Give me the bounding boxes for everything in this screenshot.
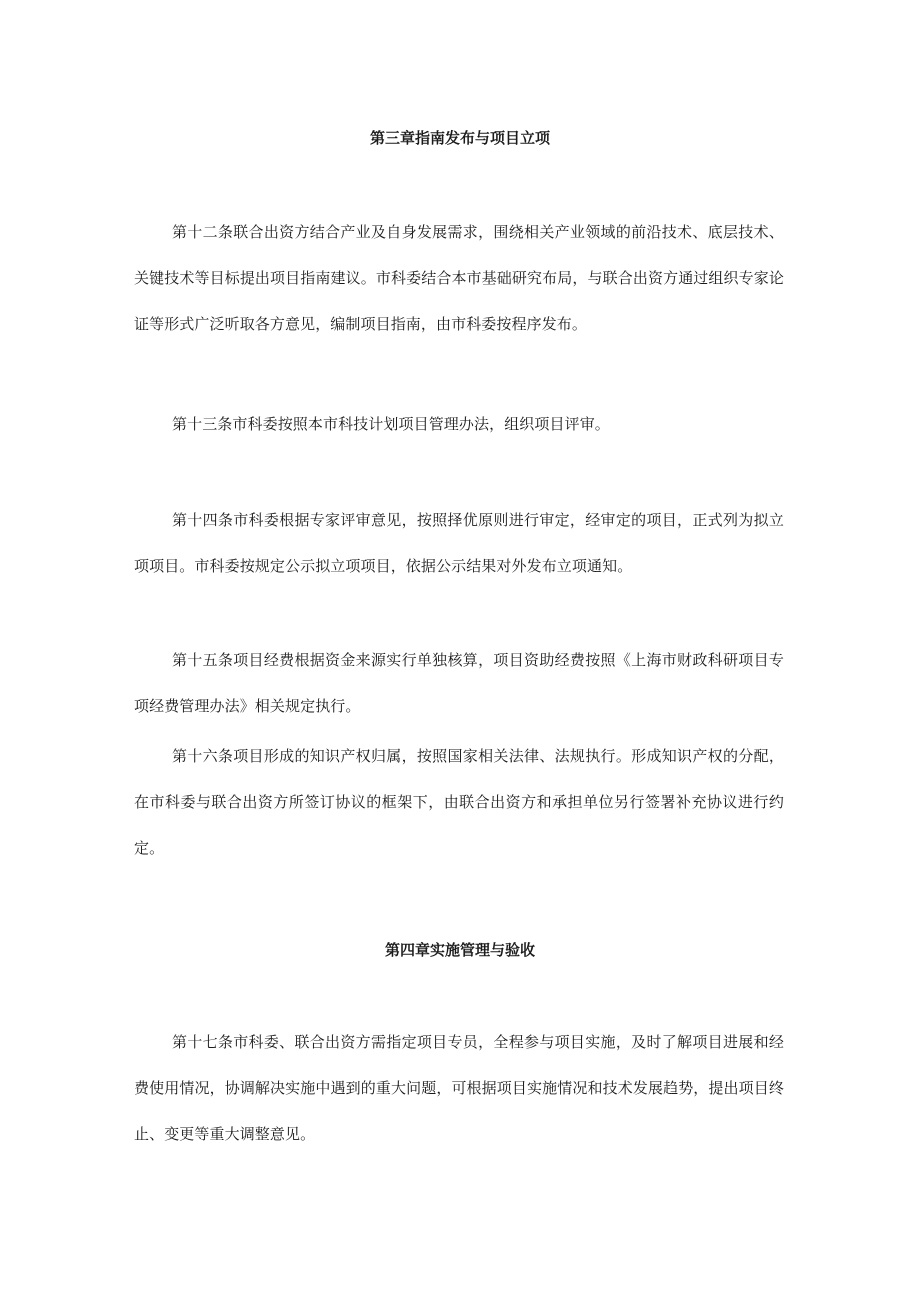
article-14: 第十四条市科委根据专家评审意见，按照择优原则进行审定，经审定的项目，正式列为拟立项项目。市科委按规定公示拟立项项目，依据公示结果对外发布立项通知。 [134, 511, 784, 575]
article-13: 第十三条市科委按照本市科技计划项目管理办法，组织项目评审。 [172, 415, 610, 433]
article-15: 第十五条项目经费根据资金来源实行单独核算，项目资助经费按照《上海市财政科研项目专项经费管理办法》相关规定执行。 [134, 651, 784, 715]
article-12: 第十二条联合出资方结合产业及自身发展需求，围绕相关产业领域的前沿技术、底层技术、关键技术等目标提出项目指南建议。市科委结合本市基础研究布局，与联合出资方通过组织专家论证等形式广泛听取各方意见，编制项目指南，由市科委按程序发布。 [134, 223, 784, 333]
article-16: 第十六条项目形成的知识产权归属，按照国家相关法律、法规执行。形成知识产权的分配，在市科委与联合出资方所签订协议的框架下，由联合出资方和承担单位另行签署补充协议进行约定。 [134, 747, 784, 857]
chapter-4-title: 第四章实施管理与验收 [384, 941, 535, 959]
chapter-3-title: 第三章指南发布与项目立项 [369, 129, 550, 147]
article-17: 第十七条市科委、联合出资方需指定项目专员，全程参与项目实施，及时了解项目进展和经费使用情况，协调解决实施中遇到的重大问题，可根据项目实施情况和技术发展趋势，提出项目终止、变更等重大调整意见。 [134, 1033, 784, 1143]
